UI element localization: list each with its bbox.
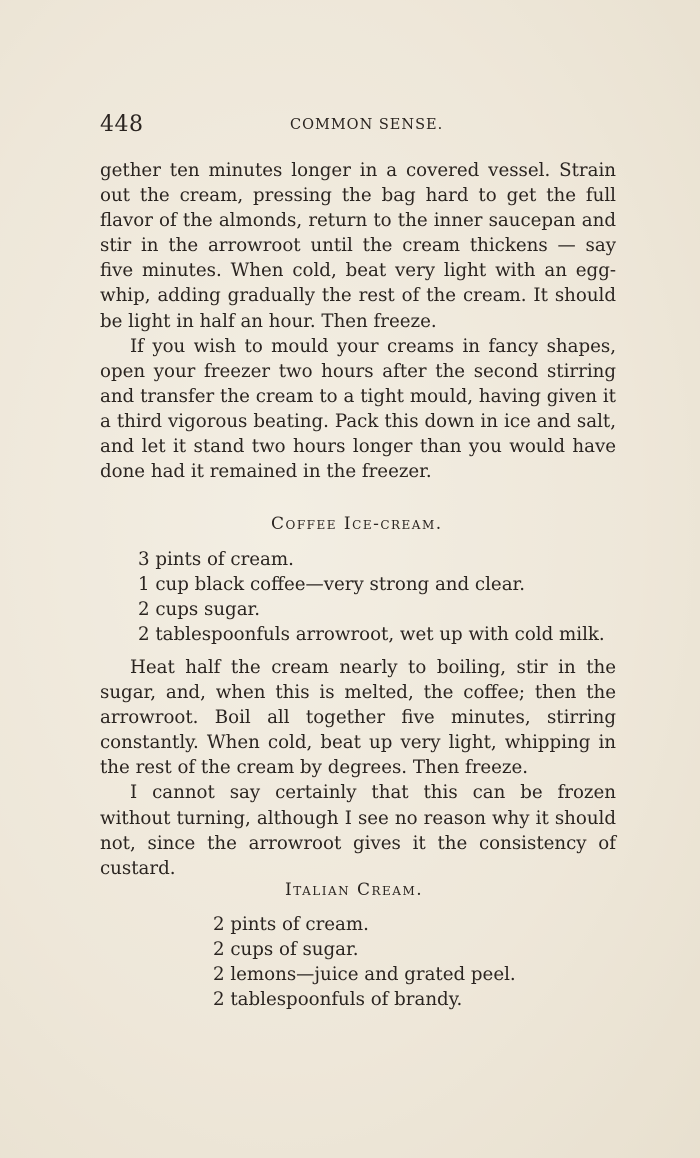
ingredient-item: 2 pints of cream. [213,914,369,935]
ingredient-item: 2 cups sugar. [138,599,261,621]
ingredient-item: 1 cup black coffee—very strong and clear. [138,574,526,596]
intro-text [100,158,616,484]
page-number: 448 [100,112,144,137]
paragraph-coffee-method: Heat half the cream nearly to boiling, stir in the sugar, and, when this is melted, the coffee; then the arrowroot. Boil all together five minutes, stirring constantly. When cold, beat up very light, whipping in the rest of the cream by degrees. Then freeze. [100,657,616,779]
italian-cream-heading: Italian Cream. [285,880,424,900]
coffee-ice-cream-heading: Coffee Ice-cream. [271,514,443,534]
italian-ingredients-list [213,912,516,1012]
paragraph-mould-instructions: If you wish to mould your creams in fancy shapes, open your freezer two hours after the second stirring and transfer the cream to a tight mould, having given it a third vigorous beating. Pack this down in ice and salt, and let it stand two hours longer than you would have done had it remained in the freezer. [100,335,616,483]
coffee-directions [100,655,616,881]
ingredient-item: 3 pints of cream. [138,549,294,570]
running-head: COMMON SENSE. [290,117,444,133]
ingredient-item: 2 tablespoonfuls arrowroot, wet up with cold milk. [138,624,605,646]
ingredient-item: 2 cups of sugar. [213,939,359,961]
ingredient-item: 2 lemons—juice and grated peel. [213,964,516,986]
paragraph-continued: gether ten minutes longer in a covered vessel. Strain out the cream, pressing the bag hard to get the full flavor of the almonds, return to the inner saucepan and stir in the arrowroot until the cream thickens — say five minutes. When cold, beat very light with an egg-whip, adding gradually the rest of the cream. It should be light in half an hour. Then freeze. [100,160,616,332]
page-header [100,112,620,142]
ingredient-item: 2 tablespoonfuls of brandy. [213,989,463,1011]
paragraph-coffee-note: I cannot say certainly that this can be frozen without turning, although I see no reason why it should not, since the arrowroot gives it the consistency of custard. [100,782,616,879]
coffee-ingredients-list [138,547,605,647]
